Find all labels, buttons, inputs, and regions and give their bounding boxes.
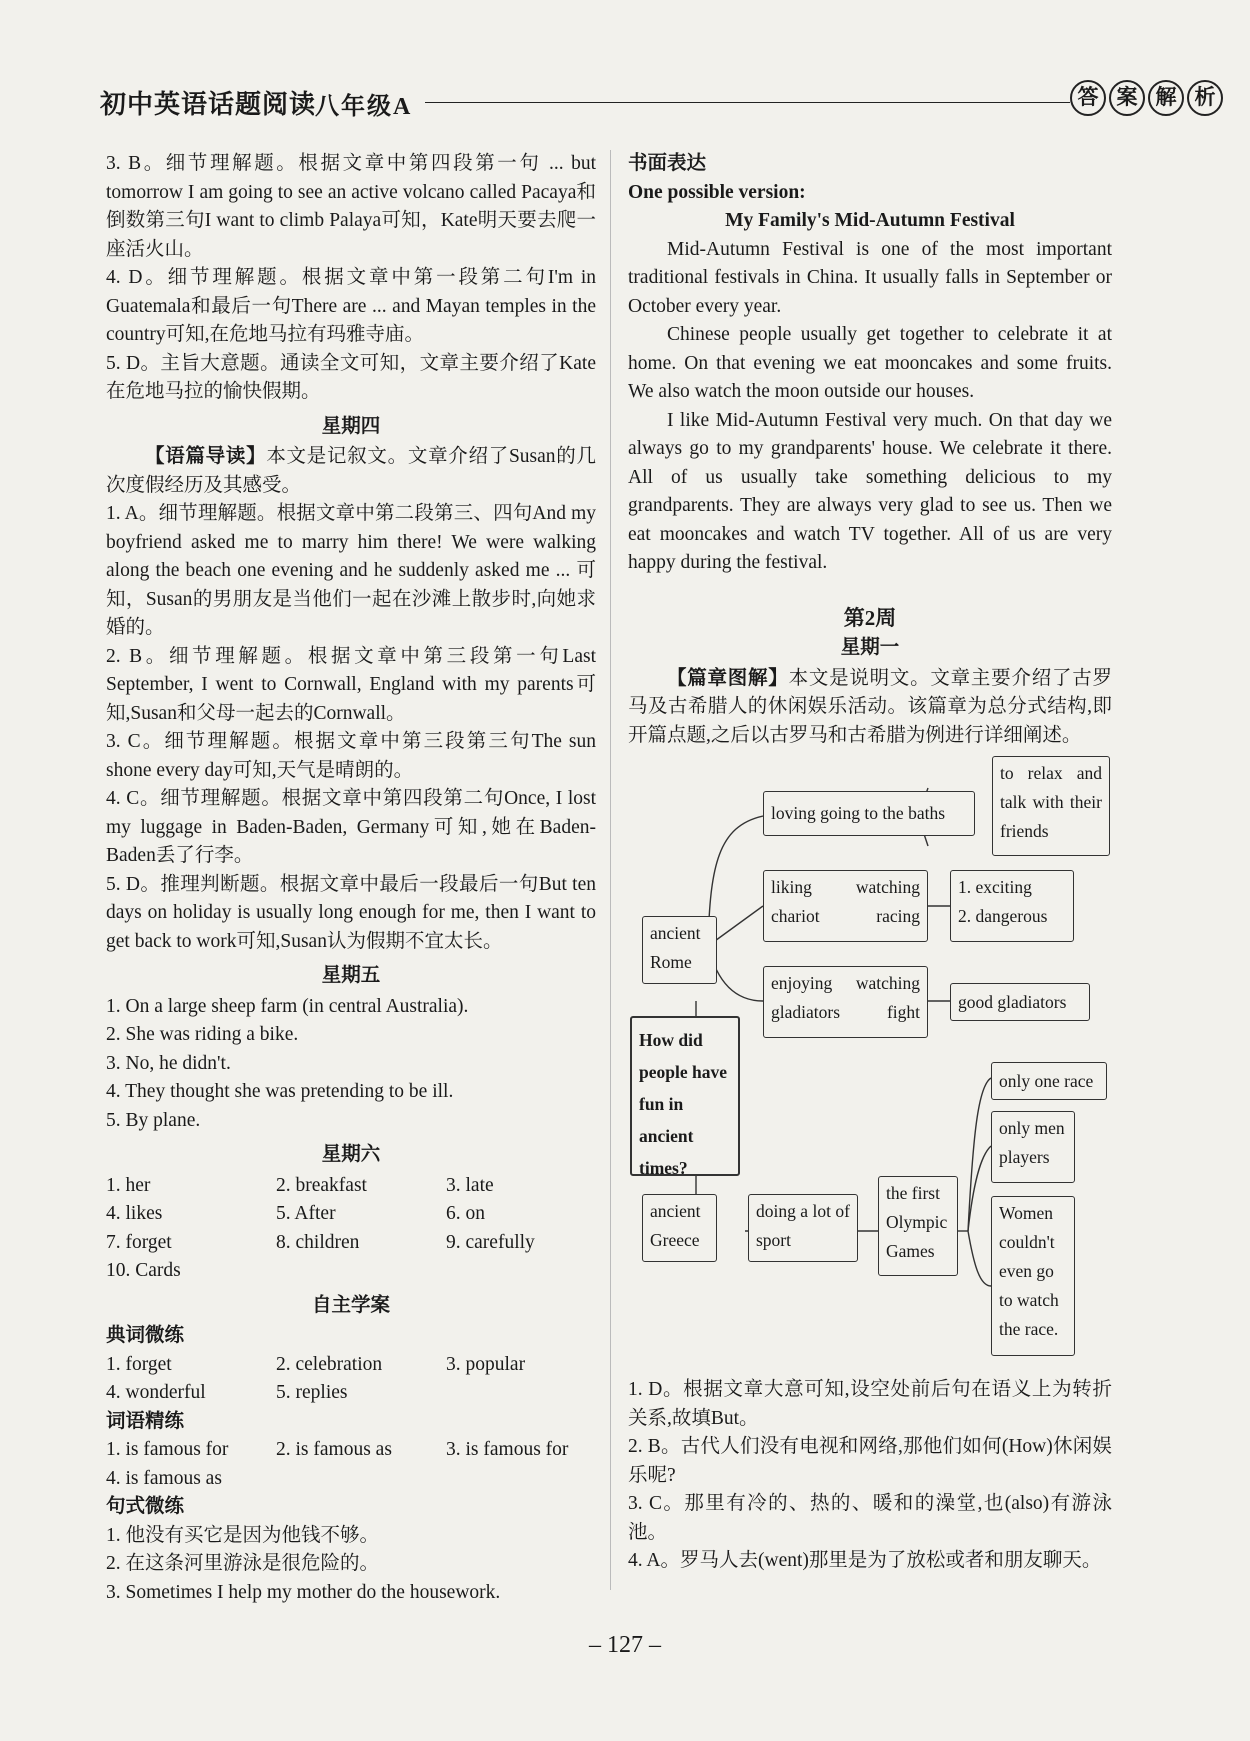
answer-cell: 4. likes	[106, 1203, 163, 1224]
answer-item: 4. A。罗马人去(went)那里是为了放松或者和朋友聊天。	[628, 1550, 1102, 1571]
friday-heading: 星期五	[321, 965, 381, 986]
answer-item: 1. 他没有买它是因为他钱不够。	[106, 1524, 380, 1546]
answer-cell: 4. is famous as	[106, 1467, 222, 1489]
mind-map-women: Women couldn't even go to watch the race.	[991, 1196, 1075, 1356]
answer-item: 4. They thought she was pretending to be ill.	[106, 1081, 454, 1102]
vocab-heading: 典词微练	[106, 1325, 185, 1346]
answer-cell: 5. After	[276, 1203, 336, 1224]
header-rule	[425, 102, 1070, 103]
sentence-heading: 句式微练	[106, 1496, 185, 1517]
diagram-label: 【篇章图解】	[667, 667, 789, 689]
mind-map-baths: loving going to the baths	[763, 791, 975, 836]
mind-map-relax: to relax and talk with their friends	[992, 756, 1110, 856]
diagram-intro	[628, 665, 1112, 751]
saturday-heading: 星期六	[321, 1144, 381, 1165]
mind-map-dangerous: 2. dangerous	[958, 906, 1048, 926]
answer-item: 3. Sometimes I help my mother do the housework.	[106, 1581, 501, 1603]
answer-cell: 2. is famous as	[276, 1439, 392, 1460]
saturday-answers	[106, 1172, 596, 1286]
badge-char: 解	[1148, 80, 1184, 116]
answer-cell: 7. forget	[106, 1231, 172, 1253]
page-header	[100, 80, 1216, 120]
diagram-intro-text: 本文是说明文。文章主要介绍了古罗马及古希腊人的休闲娱乐活动。该篇章为总分式结构,即开篇点题,之后以古罗马和古希腊为例进行详细阐述。	[628, 667, 1112, 746]
answer-cell: 6. on	[446, 1203, 485, 1224]
thursday-heading: 星期四	[321, 415, 381, 437]
mind-map-adjectives	[950, 870, 1074, 942]
vocab-answers	[106, 1351, 596, 1408]
answer-cell: 1. forget	[106, 1353, 172, 1375]
answer-item: 2. B。细节理解题。根据文章中第三段第一句Last September, I went to Cornwall, England with my parents可知,Susan和父母一起去的Cornwall。	[106, 645, 596, 724]
mind-map-gladiators: enjoying watching gladiators fight	[763, 966, 928, 1038]
answer-item: 1. On a large sheep farm (in central Australia).	[106, 995, 469, 1017]
answer-cell: 10. Cards	[106, 1260, 181, 1281]
answer-item: 5. D。推理判断题。根据文章中最后一段最后一句But ten days on holiday is usually long enough for me, then I want to get back to work可知,Susan认为假期不宜太长。	[106, 873, 596, 952]
mind-map-greece: ancient Greece	[642, 1194, 717, 1262]
answer-cell: 2. celebration	[276, 1353, 383, 1375]
mind-map-exciting: 1. exciting	[958, 877, 1032, 897]
connector	[968, 1146, 991, 1231]
answer-cell: 1. is famous for	[106, 1439, 229, 1460]
mind-map-one-race: only one race	[991, 1062, 1107, 1100]
answer-cell: 4. wonderful	[106, 1382, 206, 1403]
week2-heading: 第2周	[843, 605, 897, 630]
answer-item: 5. D。主旨大意题。通读全文可知，文章主要介绍了Kate在危地马拉的愉快假期。	[106, 352, 596, 402]
answer-item: 2. She was riding a bike.	[106, 1024, 299, 1045]
answer-cell: 3. is famous for	[446, 1439, 569, 1460]
answer-item: 1. A。细节理解题。根据文章中第二段第三、四句And my boyfriend asked me to marry him there! We were walking along the beach one evening and he suddenly asked me ... 可知，Susan的男朋友是当他们一起在沙滩上散步时,向她求婚的。	[106, 503, 596, 638]
answer-cell: 3. popular	[446, 1353, 526, 1375]
section-badge	[1070, 80, 1223, 116]
answer-cell: 8. children	[276, 1231, 360, 1253]
answer-cell: 3. late	[446, 1174, 494, 1196]
grade-label: 八年级A	[315, 94, 413, 120]
reading-guide	[106, 443, 596, 500]
essay-paragraph: Chinese people usually get together to celebrate it at home. On that evening we eat mooncakes and some fruits. We also watch the moon outside our houses.	[628, 324, 1112, 402]
mind-map-rome: ancient Rome	[642, 916, 717, 984]
mind-map-chariot: liking watching chariot racing	[763, 870, 928, 942]
badge-char: 案	[1109, 80, 1145, 116]
mind-map-center: How did people have fun in ancient times?	[630, 1016, 740, 1176]
answer-item: 1. D。根据文章大意可知,设空处前后句在语义上为转折关系,故填But。	[628, 1379, 1112, 1429]
left-column	[106, 150, 596, 1607]
answer-cell: 9. carefully	[446, 1231, 535, 1253]
answer-item: 2. 在这条河里游泳是很危险的。	[106, 1553, 380, 1574]
answer-cell: 1. her	[106, 1174, 151, 1196]
answer-cell: 5. replies	[276, 1382, 348, 1403]
phrase-answers	[106, 1436, 596, 1493]
guide-label: 【语篇导读】	[145, 446, 267, 467]
badge-char: 析	[1187, 80, 1223, 116]
mind-map-men: only men players	[991, 1111, 1075, 1183]
mind-map-good-gladiators: good gladiators	[950, 983, 1090, 1021]
answer-item: 5. By plane.	[106, 1109, 201, 1131]
right-column	[628, 150, 1112, 1576]
answer-item: 3. C。那里有冷的、热的、暖和的澡堂,也(also)有游泳池。	[628, 1493, 1112, 1543]
version-label: One possible version:	[628, 181, 806, 203]
badge-char: 答	[1070, 80, 1106, 116]
answer-item: 4. D。细节理解题。根据文章中第一段第二句I'm in Guatemala和最后一句There are ... and Mayan temples in the country可知,在危地马拉有玛雅寺庙。	[106, 267, 596, 345]
answer-item: 2. B。古代人们没有电视和网络,那他们如何(How)休闲娱乐呢?	[628, 1436, 1112, 1486]
essay-paragraph: I like Mid-Autumn Festival very much. On that day we always go to my grandparents' house. We celebrate it there. All of us usually take something delicious to my grandparents. They are always very glad to see us. Then we eat mooncakes and watch TV together. All of us are very happy during the festival.	[628, 409, 1112, 573]
essay-paragraph: Mid-Autumn Festival is one of the most important traditional festivals in China. It usually falls in September or October every year.	[628, 238, 1112, 317]
self-study-heading: 自主学案	[311, 1294, 390, 1316]
monday-heading: 星期一	[840, 637, 900, 658]
essay-title: My Family's Mid-Autumn Festival	[725, 210, 1015, 231]
column-divider	[610, 150, 611, 1590]
guide-text: 本文是记叙文。文章介绍了Susan的几次度假经历及其感受。	[106, 446, 596, 496]
mind-map	[628, 756, 1112, 1376]
answer-cell: 2. breakfast	[276, 1174, 367, 1196]
writing-heading: 书面表达	[628, 153, 707, 174]
answer-item: 3. No, he didn't.	[106, 1052, 231, 1074]
connector	[968, 1231, 991, 1286]
mind-map-sport: doing a lot of sport	[748, 1194, 858, 1262]
phrase-heading: 词语精练	[106, 1410, 185, 1432]
answer-item: 4. C。细节理解题。根据文章中第四段第二句Once, I lost my luggage in Baden-Baden, Germany可知,她在Baden-Baden丢了行李。	[106, 788, 596, 866]
mind-map-olympic: the first Olympic Games	[878, 1176, 958, 1276]
page-number: – 127 –	[589, 1632, 661, 1658]
book-title: 初中英语话题阅读	[100, 90, 317, 119]
answer-item: 3. B。细节理解题。根据文章中第四段第一句 ... but tomorrow I am going to see an active volcano called Pacaya和倒数第三句I want to climb Palaya可知，Kate明天要去爬一座活火山。	[106, 153, 596, 260]
answer-item: 3. C。细节理解题。根据文章中第三段第三句The sun shone every day可知,天气是晴朗的。	[106, 731, 596, 781]
